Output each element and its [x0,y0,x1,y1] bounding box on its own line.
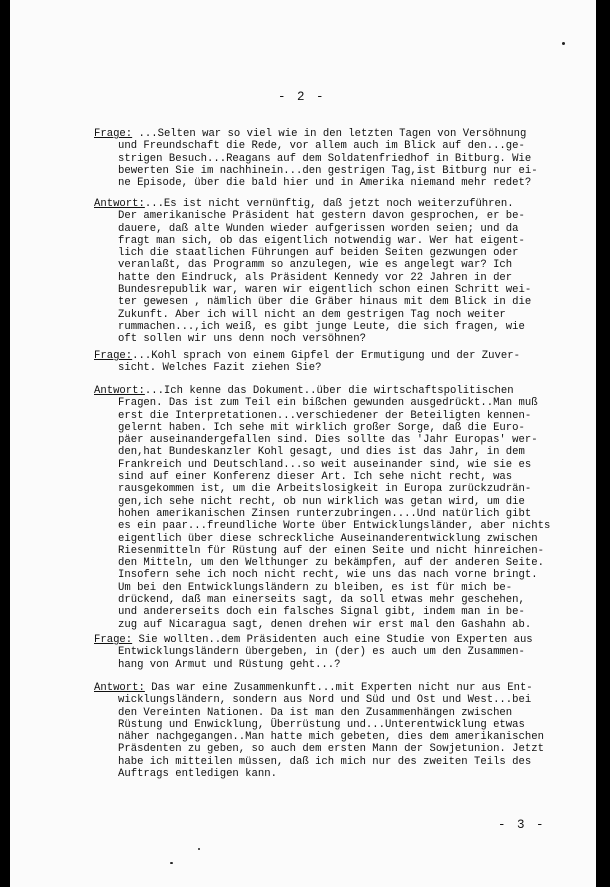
text-line: Präsdenten zu geben, so auch dem ersten Mann der Sowjetunion. Jetzt [118,743,544,756]
text-line: lich die staatlichen Führungen auf beiden Seiten gezwungen oder [118,247,519,260]
text-line: dauere, daß alte Wunden wieder aufgerissen worden seien; und da [118,222,519,235]
text-line: päer auseinandergefallen sind. Dies sollte das 'Jahr Europas' wer- [118,434,538,447]
question-text-first-line: Sie wollten..dem Präsidenten auch eine Studie von Experten aus [132,634,533,646]
question-label: Frage: [94,634,133,646]
text-line: Entwicklungsländern übergeben, in (der) es auch um den Zusammen- [118,646,525,659]
scan-speck [198,848,200,850]
text-line: veranlaßt, das Programm so anzulegen, wie es angelegt war? Ich [118,259,513,272]
text-line: hatte den Eindruck, als Präsident Kennedy vor 22 Jahren in der [118,271,513,284]
document-page [10,0,596,887]
answer-label: Antwort: [94,198,145,210]
text-line: gen,ich sehe nicht recht, ob nun wirklich was getan wird, um die [118,495,525,508]
text-line: rummachen...,ich weiß, es gibt junge Leute, die sich fragen, wie [118,320,525,333]
question-text-first-line: ...Selten war so viel wie in den letzten Tagen von Versöhnung [132,128,527,140]
text-line: den,hat Bundeskanzler Kohl gesagt, und dies ist das Jahr, in dem [118,446,525,459]
text-line: Zukunft. Aber ich will nicht an dem gestrigen Tag noch weiter [118,308,506,321]
text-line: Bundesrepublik war, waren wir eigentlich schon einen Schritt wei- [118,284,532,297]
text-line: Fragen. Das ist zum Teil ein bißchen gewunden ausgedrückt..Man muß [118,397,538,410]
text-line: den Vereinten Nationen. Da ist man den Zusammenhängen zwischen [118,706,513,719]
text-line: sind auf einer Konferenz dieser Art. Ich sehe nicht recht, was [118,471,513,484]
next-page-number: - 3 - [498,818,546,832]
answer-text-first-line: Das war eine Zusammenkunft...mit Experten nicht nur aus Ent- [144,682,533,694]
text-line: wicklungsländern, sondern aus Nord und Süd und Ost und West...bei [118,694,532,707]
text-line: Rüstung und Enwicklung, Überrüstung und...Unterentwicklung etwas [118,718,525,731]
question-label: Frage: [94,350,133,362]
text-line: hang von Armut und Rüstung geht...? [118,658,341,671]
text-line: habe ich mitteilen müssen, daß ich mich nur des zweiten Teils des [118,755,532,768]
text-line: Riesenmitteln für Rüstung auf der einen Seite und nicht hinreichen- [118,544,544,557]
answer-text-first-line: ...Es ist nicht vernünftig, daß jetzt noch weiterzuführen. [144,198,514,210]
scan-speck [562,42,565,45]
text-line: und Freundschaft die Rede, vor allem auch im Blick auf den...ge- [118,140,525,153]
question-text-first-line: ...Kohl sprach von einem Gipfel der Ermutigung und der Zuver- [132,350,520,362]
question-block-1 [94,128,594,189]
text-line: Insofern sehe ich noch nicht recht, wie uns das nach vorne bringt. [118,569,538,582]
text-line: näher nachgegangen..Man hatte mich gebeten, dies dem amerikanischen [118,731,544,744]
question-block-2 [94,350,594,375]
question-block-3 [94,634,594,671]
answer-block-1 [94,198,594,346]
answer-block-2 [94,385,594,631]
text-line: den Mitteln, um den Welthunger zu bekämpfen, auf der anderen Seite. [118,557,544,570]
answer-label: Antwort: [94,682,145,694]
text-line: ne Episode, über die bald hier und in Amerika niemand mehr redet? [118,177,532,190]
text-line: zug auf Nicaragua sagt, denen drehen wir erst mal den Gashahn ab. [118,618,532,631]
text-line: strigen Besuch...Reagans auf dem Soldatenfriedhof in Bitburg. Wie [118,152,532,165]
text-line: es ein paar...freundliche Worte über Entwicklungsländer, aber nichts [118,520,551,533]
question-label: Frage: [94,128,133,140]
text-line: Der amerikanische Präsident hat gestern davon gesprochen, er be- [118,210,525,223]
text-line: gelernt haben. Ich sehe mit wirklich großer Sorge, daß die Euro- [118,421,525,434]
text-line: eigentlich über diese schreckliche Auseinanderentwicklung zwischen [118,532,538,545]
text-line: rausgekommen ist, um die Arbeitslosigkeit in Europa zurückzudrän- [118,483,532,496]
answer-block-3 [94,682,594,780]
text-line: Frankreich und Deutschland...so weit auseinander sind, wie sie es [118,458,532,471]
text-line: hohen amerikanischen Zinsen runterzubringen....Und natürlich gibt [118,507,532,520]
scan-speck [170,862,173,864]
text-line: sicht. Welches Fazit ziehen Sie? [118,362,322,375]
text-line: bewerten Sie im nachhinein...den gestrigen Tag,ist Bitburg nur ei- [118,164,538,177]
answer-text-first-line: ...Ich kenne das Dokument..über die wirtschaftspolitischen [144,385,514,397]
text-line: ter gewesen , nämlich über die Gräber hinaus mit dem Blick in die [118,296,532,309]
text-line: Um bei den Entwicklungsländern zu bleiben, es ist für mich be- [118,581,513,594]
text-line: erst die Interpretationen...verschiedener der Beteiligten kennen- [118,409,532,422]
text-line: oft sollen wir uns denn noch versöhnen? [118,333,366,346]
text-line: und andererseits doch ein falsches Signal gibt, indem man in be- [118,606,525,619]
page-number: - 2 - [278,90,326,104]
text-line: drückend, daß man einerseits sagt, da soll etwas mehr geschehen, [118,594,525,607]
answer-label: Antwort: [94,385,145,397]
text-line: fragt man sich, ob das eigentlich notwendig war. Wer hat eigent- [118,234,525,247]
text-line: Auftrags entledigen kann. [118,768,277,781]
